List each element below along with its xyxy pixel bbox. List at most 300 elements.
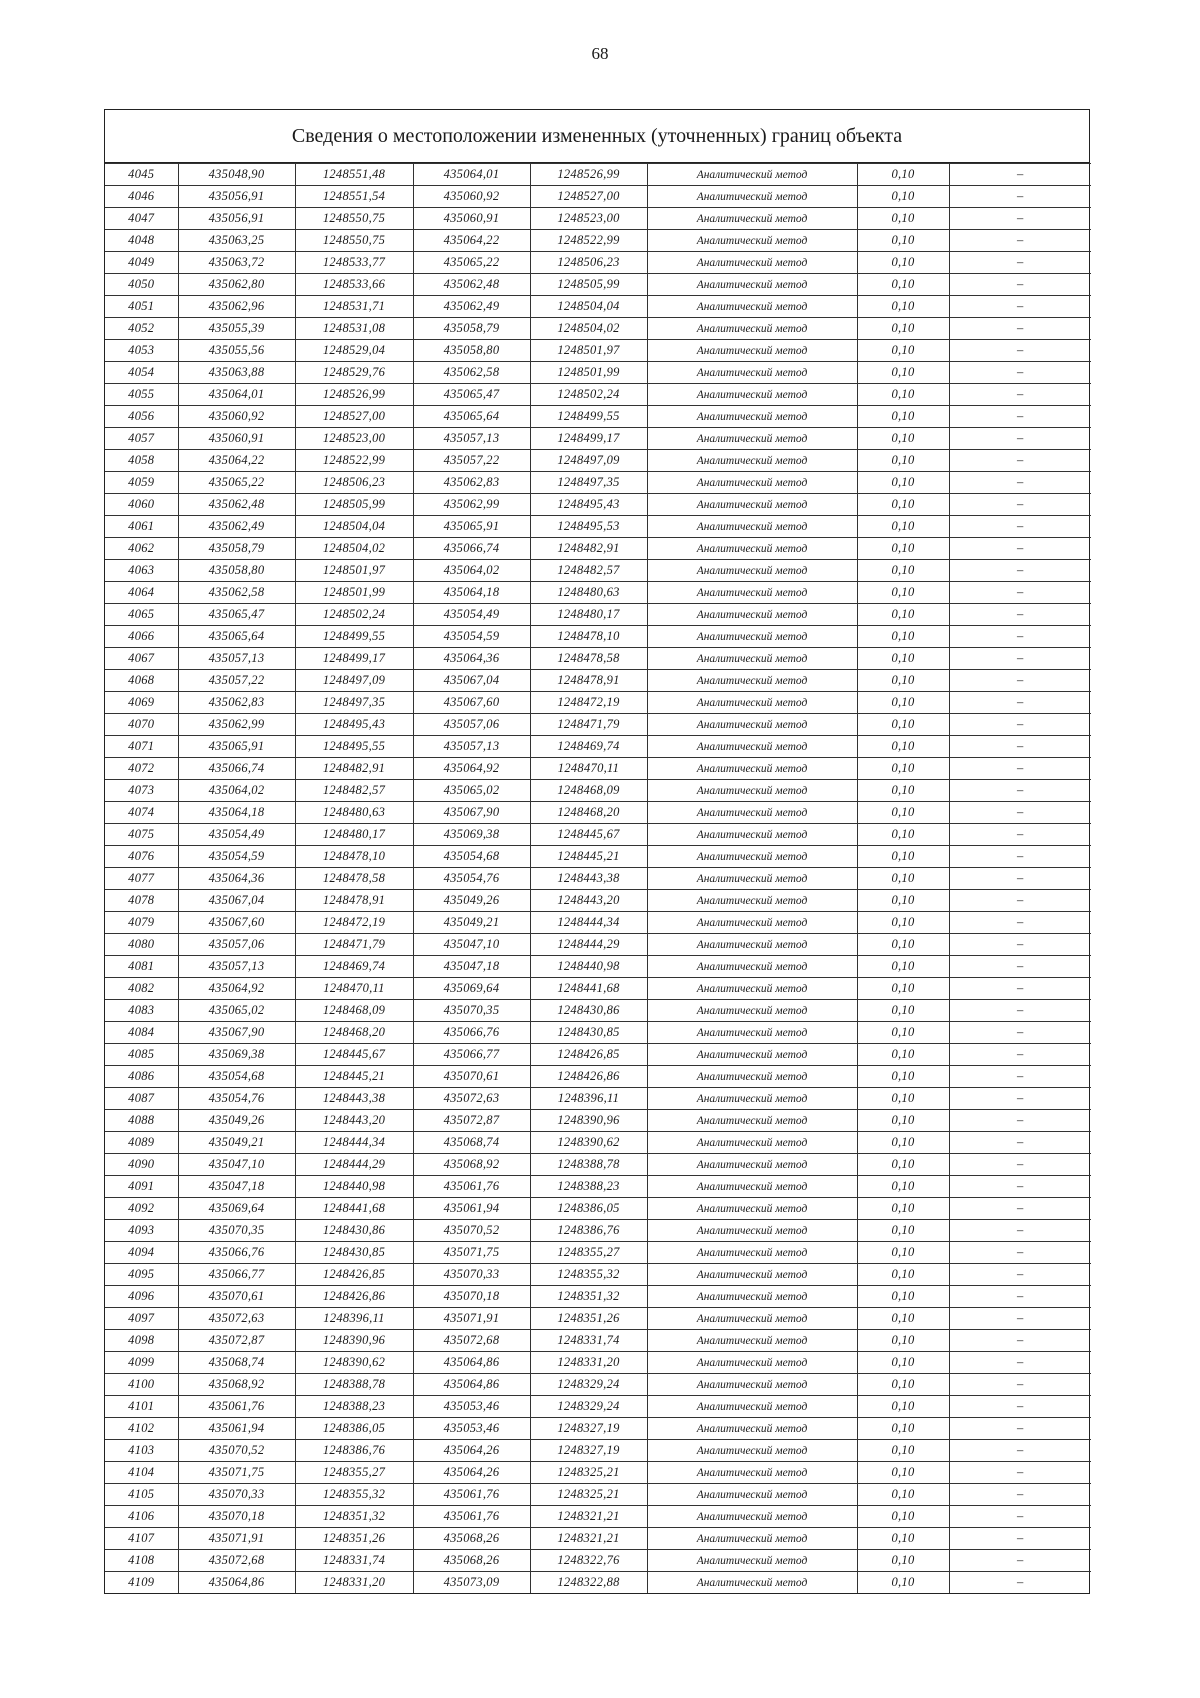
y-new-cell: 1248386,76	[530, 1220, 647, 1242]
method-cell: Аналитический метод	[647, 912, 857, 934]
point-number-cell: 4054	[105, 362, 178, 384]
table-row	[105, 538, 1091, 560]
x-old-cell: 435062,99	[178, 714, 295, 736]
y-new-cell: 1248443,20	[530, 890, 647, 912]
x-new-cell: 435064,26	[413, 1462, 530, 1484]
x-new-cell: 435070,18	[413, 1286, 530, 1308]
y-new-cell: 1248327,19	[530, 1440, 647, 1462]
y-new-cell: 1248390,96	[530, 1110, 647, 1132]
precision-cell: 0,10	[857, 1462, 949, 1484]
x-new-cell: 435067,90	[413, 802, 530, 824]
description-cell: –	[949, 890, 1091, 912]
point-number-cell: 4095	[105, 1264, 178, 1286]
precision-cell: 0,10	[857, 1264, 949, 1286]
y-new-cell: 1248469,74	[530, 736, 647, 758]
x-old-cell: 435048,90	[178, 164, 295, 186]
method-cell: Аналитический метод	[647, 1110, 857, 1132]
point-number-cell: 4079	[105, 912, 178, 934]
point-number-cell: 4094	[105, 1242, 178, 1264]
description-cell: –	[949, 582, 1091, 604]
table-row	[105, 516, 1091, 538]
method-cell: Аналитический метод	[647, 1132, 857, 1154]
description-cell: –	[949, 274, 1091, 296]
description-cell: –	[949, 1374, 1091, 1396]
description-cell: –	[949, 626, 1091, 648]
description-cell: –	[949, 1022, 1091, 1044]
table-row	[105, 318, 1091, 340]
y-old-cell: 1248443,38	[295, 1088, 413, 1110]
precision-cell: 0,10	[857, 1220, 949, 1242]
table-row	[105, 956, 1091, 978]
point-number-cell: 4081	[105, 956, 178, 978]
method-cell: Аналитический метод	[647, 384, 857, 406]
method-cell: Аналитический метод	[647, 1220, 857, 1242]
table-row	[105, 1418, 1091, 1440]
method-cell: Аналитический метод	[647, 274, 857, 296]
description-cell: –	[949, 1066, 1091, 1088]
table-row	[105, 824, 1091, 846]
x-new-cell: 435067,60	[413, 692, 530, 714]
precision-cell: 0,10	[857, 1066, 949, 1088]
y-old-cell: 1248386,76	[295, 1440, 413, 1462]
x-new-cell: 435071,91	[413, 1308, 530, 1330]
x-new-cell: 435070,52	[413, 1220, 530, 1242]
x-old-cell: 435064,22	[178, 450, 295, 472]
x-old-cell: 435049,21	[178, 1132, 295, 1154]
x-new-cell: 435072,87	[413, 1110, 530, 1132]
table-row	[105, 1506, 1091, 1528]
method-cell: Аналитический метод	[647, 494, 857, 516]
x-new-cell: 435057,22	[413, 450, 530, 472]
x-old-cell: 435068,92	[178, 1374, 295, 1396]
point-number-cell: 4071	[105, 736, 178, 758]
y-old-cell: 1248444,34	[295, 1132, 413, 1154]
y-old-cell: 1248331,74	[295, 1550, 413, 1572]
y-new-cell: 1248441,68	[530, 978, 647, 1000]
description-cell: –	[949, 538, 1091, 560]
table-row	[105, 1154, 1091, 1176]
y-new-cell: 1248504,04	[530, 296, 647, 318]
method-cell: Аналитический метод	[647, 1264, 857, 1286]
description-cell: –	[949, 384, 1091, 406]
y-old-cell: 1248331,20	[295, 1572, 413, 1594]
y-new-cell: 1248445,67	[530, 824, 647, 846]
description-cell: –	[949, 318, 1091, 340]
method-cell: Аналитический метод	[647, 1198, 857, 1220]
precision-cell: 0,10	[857, 1000, 949, 1022]
method-cell: Аналитический метод	[647, 516, 857, 538]
y-new-cell: 1248322,88	[530, 1572, 647, 1594]
y-old-cell: 1248443,20	[295, 1110, 413, 1132]
x-old-cell: 435054,76	[178, 1088, 295, 1110]
x-old-cell: 435058,79	[178, 538, 295, 560]
point-number-cell: 4097	[105, 1308, 178, 1330]
y-new-cell: 1248388,78	[530, 1154, 647, 1176]
x-new-cell: 435062,48	[413, 274, 530, 296]
y-old-cell: 1248445,21	[295, 1066, 413, 1088]
description-cell: –	[949, 978, 1091, 1000]
point-number-cell: 4103	[105, 1440, 178, 1462]
x-new-cell: 435054,49	[413, 604, 530, 626]
method-cell: Аналитический метод	[647, 252, 857, 274]
method-cell: Аналитический метод	[647, 450, 857, 472]
table-row	[105, 1484, 1091, 1506]
method-cell: Аналитический метод	[647, 692, 857, 714]
y-new-cell: 1248331,74	[530, 1330, 647, 1352]
y-old-cell: 1248471,79	[295, 934, 413, 956]
precision-cell: 0,10	[857, 428, 949, 450]
x-old-cell: 435058,80	[178, 560, 295, 582]
point-number-cell: 4073	[105, 780, 178, 802]
x-old-cell: 435057,13	[178, 648, 295, 670]
point-number-cell: 4089	[105, 1132, 178, 1154]
point-number-cell: 4096	[105, 1286, 178, 1308]
x-new-cell: 435069,38	[413, 824, 530, 846]
precision-cell: 0,10	[857, 164, 949, 186]
y-new-cell: 1248355,32	[530, 1264, 647, 1286]
y-old-cell: 1248351,26	[295, 1528, 413, 1550]
x-new-cell: 435047,18	[413, 956, 530, 978]
y-old-cell: 1248551,48	[295, 164, 413, 186]
table-row	[105, 714, 1091, 736]
table-row	[105, 934, 1091, 956]
y-old-cell: 1248529,76	[295, 362, 413, 384]
method-cell: Аналитический метод	[647, 1088, 857, 1110]
description-cell: –	[949, 1418, 1091, 1440]
y-old-cell: 1248469,74	[295, 956, 413, 978]
point-number-cell: 4099	[105, 1352, 178, 1374]
precision-cell: 0,10	[857, 736, 949, 758]
description-cell: –	[949, 1132, 1091, 1154]
table-row	[105, 230, 1091, 252]
x-new-cell: 435047,10	[413, 934, 530, 956]
y-old-cell: 1248355,27	[295, 1462, 413, 1484]
y-new-cell: 1248501,97	[530, 340, 647, 362]
y-old-cell: 1248478,10	[295, 846, 413, 868]
table-row	[105, 670, 1091, 692]
x-new-cell: 435062,99	[413, 494, 530, 516]
description-cell: –	[949, 846, 1091, 868]
y-new-cell: 1248443,38	[530, 868, 647, 890]
description-cell: –	[949, 1528, 1091, 1550]
table-row	[105, 1088, 1091, 1110]
point-number-cell: 4100	[105, 1374, 178, 1396]
precision-cell: 0,10	[857, 1374, 949, 1396]
table-row	[105, 626, 1091, 648]
point-number-cell: 4107	[105, 1528, 178, 1550]
precision-cell: 0,10	[857, 1440, 949, 1462]
y-new-cell: 1248468,20	[530, 802, 647, 824]
description-cell: –	[949, 340, 1091, 362]
point-number-cell: 4083	[105, 1000, 178, 1022]
table-row	[105, 340, 1091, 362]
description-cell: –	[949, 1198, 1091, 1220]
precision-cell: 0,10	[857, 1242, 949, 1264]
y-old-cell: 1248440,98	[295, 1176, 413, 1198]
point-number-cell: 4048	[105, 230, 178, 252]
method-cell: Аналитический метод	[647, 1396, 857, 1418]
method-cell: Аналитический метод	[647, 296, 857, 318]
table-row	[105, 1220, 1091, 1242]
y-new-cell: 1248390,62	[530, 1132, 647, 1154]
precision-cell: 0,10	[857, 318, 949, 340]
precision-cell: 0,10	[857, 560, 949, 582]
table-row	[105, 1572, 1091, 1594]
point-number-cell: 4047	[105, 208, 178, 230]
method-cell: Аналитический метод	[647, 538, 857, 560]
table-row	[105, 912, 1091, 934]
method-cell: Аналитический метод	[647, 1330, 857, 1352]
point-number-cell: 4062	[105, 538, 178, 560]
precision-cell: 0,10	[857, 1022, 949, 1044]
y-new-cell: 1248325,21	[530, 1462, 647, 1484]
x-old-cell: 435072,87	[178, 1330, 295, 1352]
point-number-cell: 4109	[105, 1572, 178, 1594]
description-cell: –	[949, 758, 1091, 780]
x-new-cell: 435061,76	[413, 1506, 530, 1528]
point-number-cell: 4104	[105, 1462, 178, 1484]
point-number-cell: 4053	[105, 340, 178, 362]
method-cell: Аналитический метод	[647, 1308, 857, 1330]
precision-cell: 0,10	[857, 208, 949, 230]
x-old-cell: 435069,64	[178, 1198, 295, 1220]
page-number: 68	[591, 44, 609, 63]
method-cell: Аналитический метод	[647, 208, 857, 230]
x-new-cell: 435064,18	[413, 582, 530, 604]
x-new-cell: 435067,04	[413, 670, 530, 692]
x-new-cell: 435068,92	[413, 1154, 530, 1176]
description-cell: –	[949, 296, 1091, 318]
x-old-cell: 435068,74	[178, 1352, 295, 1374]
description-cell: –	[949, 1110, 1091, 1132]
point-number-cell: 4087	[105, 1088, 178, 1110]
table-row	[105, 780, 1091, 802]
y-old-cell: 1248390,96	[295, 1330, 413, 1352]
table-row	[105, 362, 1091, 384]
table-row	[105, 560, 1091, 582]
point-number-cell: 4072	[105, 758, 178, 780]
precision-cell: 0,10	[857, 890, 949, 912]
table-row	[105, 1396, 1091, 1418]
y-old-cell: 1248478,91	[295, 890, 413, 912]
point-number-cell: 4091	[105, 1176, 178, 1198]
y-old-cell: 1248468,20	[295, 1022, 413, 1044]
point-number-cell: 4046	[105, 186, 178, 208]
y-old-cell: 1248550,75	[295, 230, 413, 252]
method-cell: Аналитический метод	[647, 582, 857, 604]
x-old-cell: 435047,18	[178, 1176, 295, 1198]
y-new-cell: 1248523,00	[530, 208, 647, 230]
description-cell: –	[949, 868, 1091, 890]
precision-cell: 0,10	[857, 604, 949, 626]
y-old-cell: 1248468,09	[295, 1000, 413, 1022]
y-old-cell: 1248531,71	[295, 296, 413, 318]
description-cell: –	[949, 472, 1091, 494]
x-old-cell: 435072,63	[178, 1308, 295, 1330]
precision-cell: 0,10	[857, 758, 949, 780]
precision-cell: 0,10	[857, 780, 949, 802]
description-cell: –	[949, 780, 1091, 802]
y-old-cell: 1248355,32	[295, 1484, 413, 1506]
table-row	[105, 1308, 1091, 1330]
description-cell: –	[949, 1000, 1091, 1022]
method-cell: Аналитический метод	[647, 1022, 857, 1044]
x-new-cell: 435068,74	[413, 1132, 530, 1154]
x-new-cell: 435065,64	[413, 406, 530, 428]
x-old-cell: 435066,77	[178, 1264, 295, 1286]
precision-cell: 0,10	[857, 1572, 949, 1594]
x-old-cell: 435062,83	[178, 692, 295, 714]
point-number-cell: 4084	[105, 1022, 178, 1044]
table-row	[105, 1176, 1091, 1198]
precision-cell: 0,10	[857, 1484, 949, 1506]
precision-cell: 0,10	[857, 956, 949, 978]
x-old-cell: 435055,56	[178, 340, 295, 362]
precision-cell: 0,10	[857, 1528, 949, 1550]
x-new-cell: 435065,91	[413, 516, 530, 538]
x-new-cell: 435062,58	[413, 362, 530, 384]
x-old-cell: 435061,94	[178, 1418, 295, 1440]
y-new-cell: 1248522,99	[530, 230, 647, 252]
precision-cell: 0,10	[857, 252, 949, 274]
description-cell: –	[949, 956, 1091, 978]
precision-cell: 0,10	[857, 1110, 949, 1132]
description-cell: –	[949, 1264, 1091, 1286]
precision-cell: 0,10	[857, 230, 949, 252]
table-row	[105, 1110, 1091, 1132]
precision-cell: 0,10	[857, 1506, 949, 1528]
x-old-cell: 435071,91	[178, 1528, 295, 1550]
table-body	[105, 164, 1091, 1594]
y-new-cell: 1248501,99	[530, 362, 647, 384]
point-number-cell: 4090	[105, 1154, 178, 1176]
x-old-cell: 435064,01	[178, 384, 295, 406]
description-cell: –	[949, 1242, 1091, 1264]
point-number-cell: 4051	[105, 296, 178, 318]
y-old-cell: 1248531,08	[295, 318, 413, 340]
y-new-cell: 1248471,79	[530, 714, 647, 736]
x-old-cell: 435060,91	[178, 428, 295, 450]
table-row	[105, 1330, 1091, 1352]
y-old-cell: 1248501,97	[295, 560, 413, 582]
x-new-cell: 435061,76	[413, 1176, 530, 1198]
precision-cell: 0,10	[857, 626, 949, 648]
y-old-cell: 1248501,99	[295, 582, 413, 604]
x-new-cell: 435049,21	[413, 912, 530, 934]
x-old-cell: 435066,76	[178, 1242, 295, 1264]
table-row	[105, 1462, 1091, 1484]
y-new-cell: 1248329,24	[530, 1374, 647, 1396]
point-number-cell: 4075	[105, 824, 178, 846]
x-new-cell: 435061,76	[413, 1484, 530, 1506]
x-new-cell: 435054,76	[413, 868, 530, 890]
precision-cell: 0,10	[857, 714, 949, 736]
x-new-cell: 435068,26	[413, 1528, 530, 1550]
y-new-cell: 1248472,19	[530, 692, 647, 714]
x-old-cell: 435054,49	[178, 824, 295, 846]
description-cell: –	[949, 604, 1091, 626]
x-new-cell: 435061,94	[413, 1198, 530, 1220]
table-row	[105, 648, 1091, 670]
y-old-cell: 1248426,85	[295, 1264, 413, 1286]
table-row	[105, 1528, 1091, 1550]
point-number-cell: 4064	[105, 582, 178, 604]
x-old-cell: 435047,10	[178, 1154, 295, 1176]
y-new-cell: 1248329,24	[530, 1396, 647, 1418]
table-row	[105, 164, 1091, 186]
x-new-cell: 435057,13	[413, 736, 530, 758]
y-new-cell: 1248468,09	[530, 780, 647, 802]
table-row	[105, 846, 1091, 868]
description-cell: –	[949, 406, 1091, 428]
method-cell: Аналитический метод	[647, 472, 857, 494]
method-cell: Аналитический метод	[647, 1484, 857, 1506]
table-row	[105, 1132, 1091, 1154]
y-new-cell: 1248355,27	[530, 1242, 647, 1264]
y-old-cell: 1248527,00	[295, 406, 413, 428]
point-number-cell: 4078	[105, 890, 178, 912]
precision-cell: 0,10	[857, 362, 949, 384]
x-new-cell: 435064,86	[413, 1352, 530, 1374]
description-cell: –	[949, 1088, 1091, 1110]
description-cell: –	[949, 252, 1091, 274]
x-new-cell: 435066,76	[413, 1022, 530, 1044]
description-cell: –	[949, 516, 1091, 538]
point-number-cell: 4101	[105, 1396, 178, 1418]
y-old-cell: 1248426,86	[295, 1286, 413, 1308]
table-row	[105, 406, 1091, 428]
table-row	[105, 450, 1091, 472]
table-row	[105, 186, 1091, 208]
table-row	[105, 868, 1091, 890]
y-new-cell: 1248470,11	[530, 758, 647, 780]
table-row	[105, 1198, 1091, 1220]
table-row	[105, 428, 1091, 450]
point-number-cell: 4052	[105, 318, 178, 340]
x-old-cell: 435060,92	[178, 406, 295, 428]
description-cell: –	[949, 736, 1091, 758]
y-new-cell: 1248482,57	[530, 560, 647, 582]
description-cell: –	[949, 362, 1091, 384]
y-new-cell: 1248499,17	[530, 428, 647, 450]
x-new-cell: 435058,79	[413, 318, 530, 340]
precision-cell: 0,10	[857, 868, 949, 890]
table-row	[105, 252, 1091, 274]
x-old-cell: 435064,92	[178, 978, 295, 1000]
y-old-cell: 1248480,17	[295, 824, 413, 846]
description-cell: –	[949, 1286, 1091, 1308]
method-cell: Аналитический метод	[647, 1528, 857, 1550]
precision-cell: 0,10	[857, 648, 949, 670]
method-cell: Аналитический метод	[647, 736, 857, 758]
description-cell: –	[949, 186, 1091, 208]
precision-cell: 0,10	[857, 516, 949, 538]
y-old-cell: 1248388,78	[295, 1374, 413, 1396]
point-number-cell: 4068	[105, 670, 178, 692]
method-cell: Аналитический метод	[647, 1044, 857, 1066]
point-number-cell: 4077	[105, 868, 178, 890]
x-old-cell: 435055,39	[178, 318, 295, 340]
point-number-cell: 4056	[105, 406, 178, 428]
point-number-cell: 4092	[105, 1198, 178, 1220]
x-new-cell: 435065,47	[413, 384, 530, 406]
method-cell: Аналитический метод	[647, 1154, 857, 1176]
x-new-cell: 435064,22	[413, 230, 530, 252]
description-cell: –	[949, 824, 1091, 846]
precision-cell: 0,10	[857, 846, 949, 868]
y-new-cell: 1248327,19	[530, 1418, 647, 1440]
y-old-cell: 1248522,99	[295, 450, 413, 472]
